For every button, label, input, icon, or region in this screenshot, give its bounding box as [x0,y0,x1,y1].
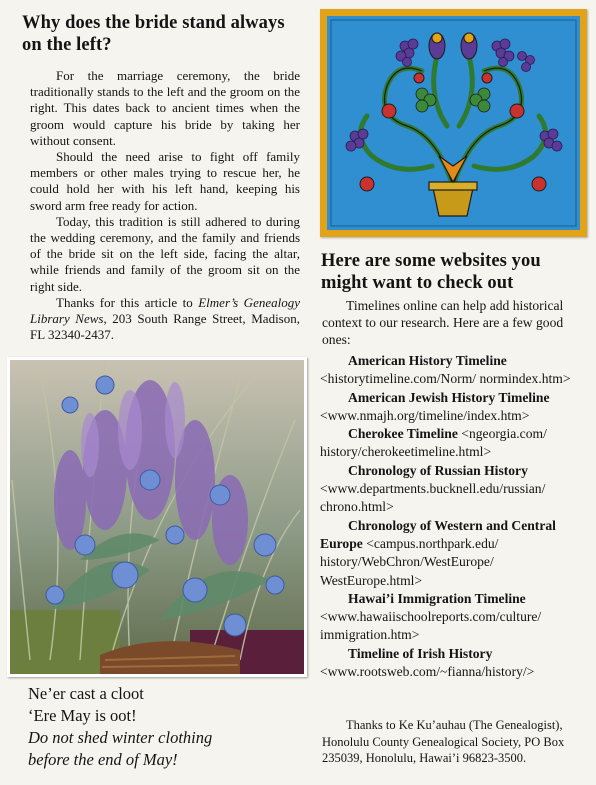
site-url[interactable]: <historytimeline.com/Norm/ normindex.htm> [320,371,571,387]
website-list [320,352,588,681]
site-name: Chronology of Western and Central Europe [320,517,556,551]
site-entry-inline [320,517,588,590]
folk-art-frame [320,9,587,237]
site-name: American History Timeline [348,353,507,368]
proverb-line-2: ‘Ere May is oot! [28,706,137,725]
site-url[interactable]: <www.hawaiischoolreports.com/culture/ immigration.htm> [320,609,542,643]
list-item [320,590,588,645]
websites-credit-text: Thanks to Ke Ku’auhau (The Genealogist), Honolulu County Genealogical Society, PO Box 235039, Honolulu, Hawai’i 96823-3500. [322,718,565,765]
proverb [28,683,308,771]
bride-paragraph-3: Today, this tradition is still adhered to during the wedding ceremony, and the family and friends of the bride sit on the left side, facing the altar, while friends and family of the groom sit on the right side. [30,213,300,294]
flower-photo [7,357,307,677]
websites-credit [322,717,590,767]
site-name: Timeline of Irish History [348,645,493,661]
list-item [320,462,588,517]
site-name: American Jewish History Timeline [348,389,550,405]
site-url[interactable]: <www.departments.bucknell.edu/russian/ chrono.html> [320,481,546,515]
proverb-line-1: Ne’er cast a cloot [28,684,144,703]
list-item [320,645,588,682]
site-name: Hawai’i Immigration Timeline [348,590,526,606]
bride-credit [30,295,300,344]
proverb-translation-1: Do not shed winter clothing [28,728,213,747]
site-url[interactable]: <www.rootsweb.com/~fianna/history/> [320,664,535,680]
bride-paragraph-1: For the marriage ceremony, the bride traditionally stands to the left and the groom on the right. This dates back to ancient times when the groom would capture his bride by taking her without consent. [30,68,300,148]
site-name: Chronology of Russian History [348,462,528,478]
article-title-bride: Why does the bride stand always on the left? [22,13,285,55]
credit-prefix: Thanks for this article to [56,294,199,310]
credit-suffix: , 203 South Range Street, Madison, FL 32340-2437. [30,311,300,343]
list-item [320,425,588,462]
site-url[interactable]: <ngeorgia.com/ history/cherokeetimeline.html> [320,426,547,460]
thistle-bouquet-image [10,360,304,674]
websites-intro-text: Timelines online can help add historical context to our research. Here are a few good ones: [322,298,564,347]
list-item [320,517,588,590]
proverb-translation-2: before the end of May! [28,750,178,769]
credit-source: Elmer’s Genealogy Library News [30,294,300,327]
websites-intro [322,297,584,348]
site-url[interactable]: <www.nmajh.org/timeline/index.htm> [320,407,530,423]
site-entry-inline [320,425,588,462]
site-url[interactable]: <campus.northpark.edu/ history/WebChron/WestEurope/ WestEurope.html> [320,535,499,588]
article-title-websites: Here are some websites you might want to check out [321,251,541,293]
article-body-bride [30,68,300,343]
list-item [320,352,588,389]
site-name: Cherokee Timeline [348,426,458,442]
bride-paragraph-2: Should the need arise to fight off family members or other males trying to rescue her, he could hold her with his left hand, keeping his sword arm free ready for action. [30,149,300,213]
list-item [320,389,588,426]
folk-art-illustration [327,16,580,230]
